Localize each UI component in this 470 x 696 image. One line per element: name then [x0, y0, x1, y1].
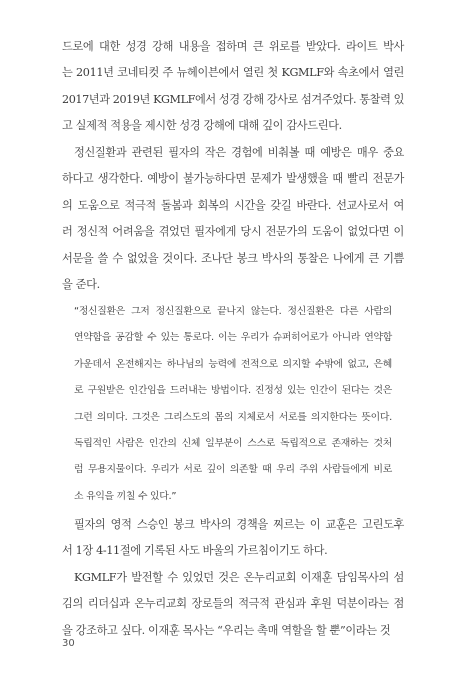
quote-line: 그런 의미다. 그것은 그리스도의 몸의 지체로서 서로를 의지한다는 뜻이다.	[74, 411, 392, 423]
text-line: 드로에 대한 성경 강해 내용을 접하며 큰 위로를 받았다. 라이트 박사	[62, 40, 404, 53]
text-line: 김의 리더십과 온누리교회 장로들의 적극적 관심과 후원 덕분이라는 점	[62, 597, 404, 611]
page-number: 30	[62, 638, 75, 649]
quote-line: “정신질환은 그저 정신질환으로 끝나지 않는다. 정신질환은 다른 사람의	[74, 306, 392, 317]
paragraph-mental-illness	[62, 140, 404, 298]
block-quote-bonk	[74, 299, 392, 510]
text-line: 서 1장 4-11절에 기록된 사도 바울의 가르침이기도 하다.	[62, 544, 328, 558]
text-line: 필자의 영적 스승인 봉크 박사의 경책을 찌르는 이 교훈은 고린도후	[74, 518, 404, 531]
quote-line: 독립적인 사람은 인간의 신체 일부분이 스스로 독립적으로 존재하는 것처	[74, 437, 392, 449]
paragraph-acknowledgement-wright	[62, 34, 404, 140]
paragraph-kgmlf-development	[62, 565, 404, 644]
text-line: 2017년과 2019년 KGMLF에서 성경 강해 강사로 섬겨주었다. 통찰력 있	[62, 92, 404, 106]
text-line: 을 준다.	[62, 277, 100, 291]
text-line: 하다고 생각한다. 예방이 불가능하다면 문제가 발생했을 때 빨리 전문가	[62, 172, 404, 186]
text-line: 정신질환과 관련된 필자의 작은 경험에 비춰볼 때 예방은 매우 중요	[74, 146, 404, 159]
text-line: 는 2011년 코네티컷 주 뉴헤이븐에서 열린 첫 KGMLF와 속초에서 열린	[62, 66, 404, 80]
quote-line: 럼 무용지물이다. 우리가 서로 깊이 의존할 때 우리 주위 사람들에게 비로	[74, 464, 392, 476]
text-line: 고 실제적 적용을 제시한 성경 강해에 대해 깊이 감사드린다.	[62, 119, 342, 133]
text-line: 의 도움으로 적극적 돌봄과 회복의 시간을 갖길 바란다. 선교사로서 여	[62, 198, 404, 212]
quote-line: 연약함을 공감할 수 있는 통로다. 이는 우리가 슈퍼히어로가 아니라 연약함	[74, 332, 392, 344]
quote-line: 소 유익을 끼칠 수 있다.”	[74, 490, 177, 502]
text-line: 러 정신적 어려움을 겪었던 필자에게 당시 전문가의 도움이 없었다면 이	[62, 225, 404, 239]
text-line: 을 강조하고 싶다. 이재훈 목사는 “우리는 촉매 역할을 할 뿐”이라는 것	[62, 623, 391, 637]
text-line: KGMLF가 발전할 수 있었던 것은 온누리교회 이재훈 담임목사의 섬	[74, 571, 404, 584]
quote-line: 로 구원받은 인간임을 드러내는 방법이다. 진정성 있는 인간이 된다는 것은	[74, 385, 392, 397]
text-line: 서문을 쓸 수 없었을 것이다. 조나단 봉크 박사의 통찰은 나에게 큰 기쁨	[62, 251, 404, 265]
quote-line: 가운데서 온전해지는 하나님의 능력에 전적으로 의지할 수밖에 없고, 은혜	[74, 358, 392, 370]
paragraph-spiritual-mentor	[62, 512, 404, 565]
